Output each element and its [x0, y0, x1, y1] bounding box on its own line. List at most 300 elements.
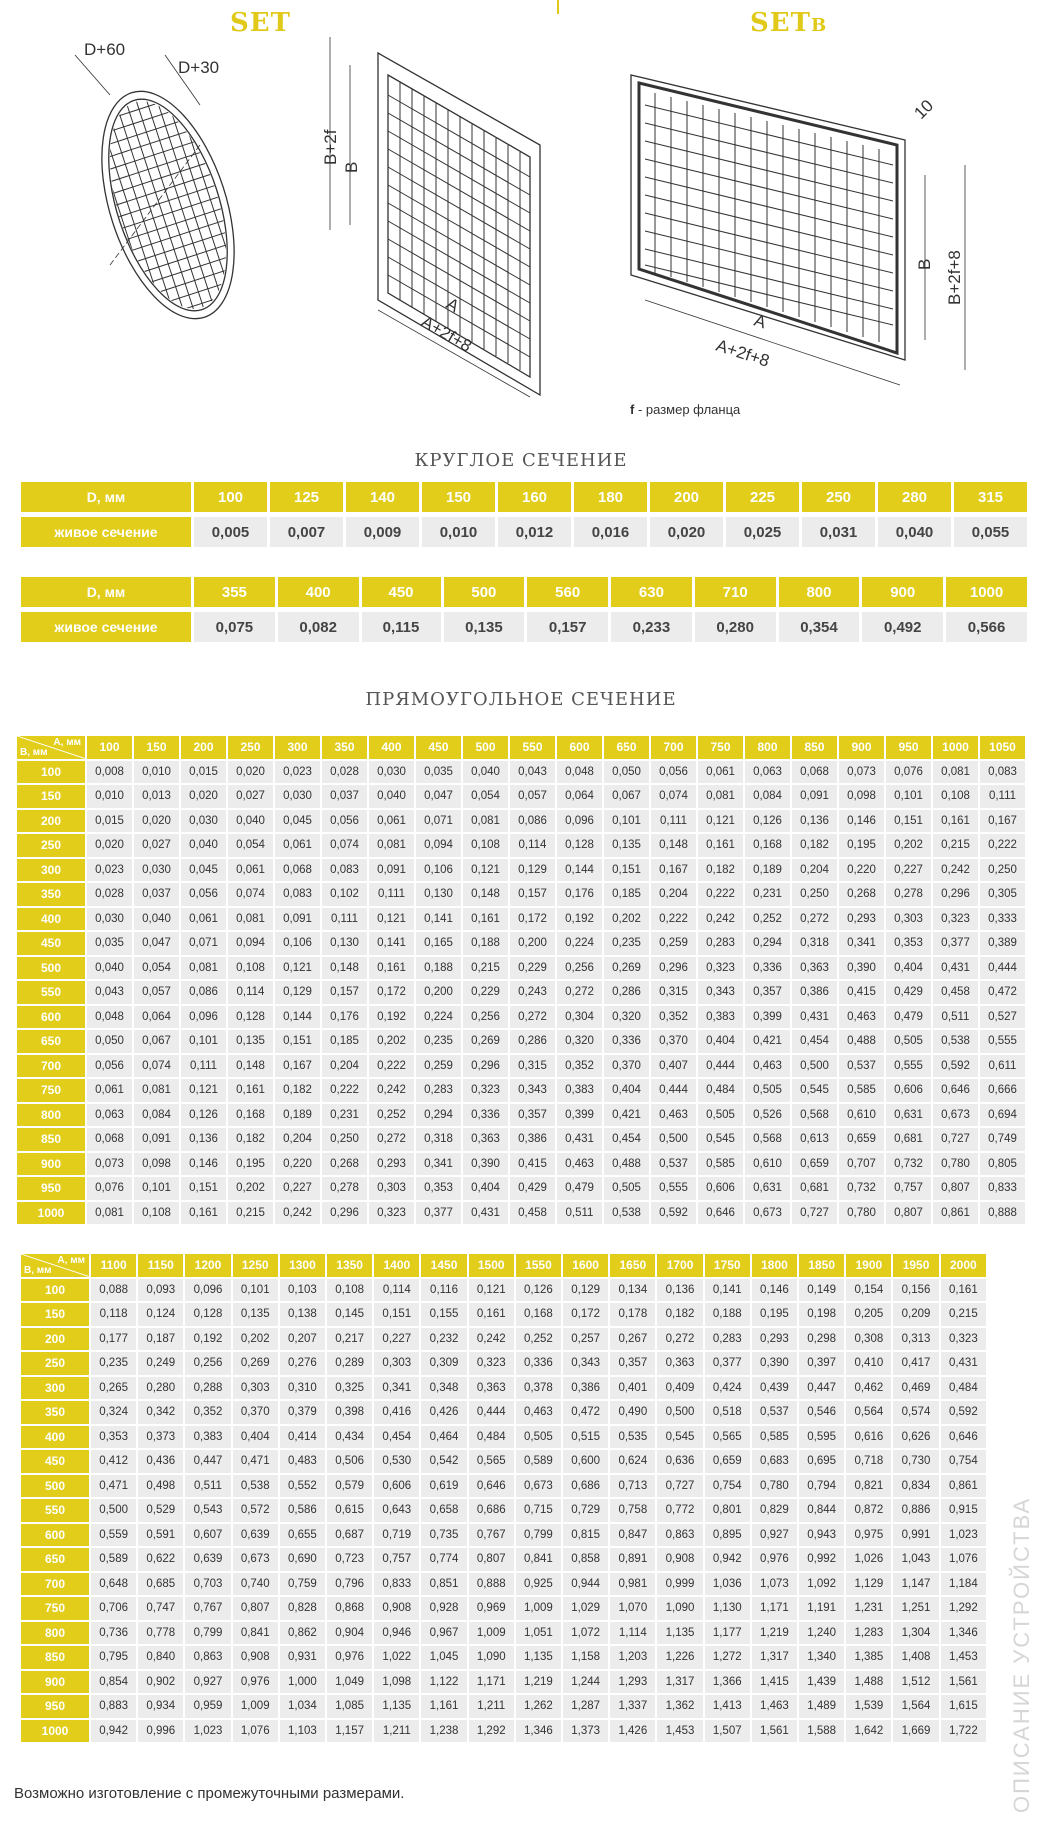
area-cell: 0,161: [933, 810, 978, 833]
area-cell: 0,357: [745, 981, 790, 1004]
row-header-b: 650: [21, 1548, 89, 1571]
area-cell: 0,759: [280, 1573, 325, 1596]
area-cell: 0,202: [886, 834, 931, 857]
area-cell: 0,439: [752, 1377, 797, 1400]
area-cell: 0,946: [374, 1622, 419, 1645]
area-cell: 0,091: [792, 785, 837, 808]
area-cell: 0,844: [799, 1499, 844, 1522]
area-cell: 0,151: [181, 1177, 226, 1200]
area-cell: 0,444: [469, 1401, 514, 1424]
area-cell: 0,043: [87, 981, 132, 1004]
area-cell: 0,336: [604, 1030, 649, 1053]
table-row: [21, 1475, 986, 1498]
column-header-a: 1400: [374, 1254, 419, 1277]
area-cell: 0,269: [463, 1030, 508, 1053]
area-cell: 1,669: [893, 1720, 938, 1743]
area-cell: 1,219: [752, 1622, 797, 1645]
area-cell: 0,681: [886, 1128, 931, 1151]
area-cell: 0,148: [463, 883, 508, 906]
area-cell: 0,619: [421, 1475, 466, 1498]
area-cell: 0,233: [611, 612, 692, 642]
table-row: [17, 932, 1025, 955]
area-cell: 0,840: [138, 1646, 183, 1669]
area-cell: 0,294: [745, 932, 790, 955]
area-cell: 0,416: [374, 1401, 419, 1424]
area-cell: 0,309: [421, 1352, 466, 1375]
table-row: [21, 1401, 986, 1424]
area-cell: 0,506: [327, 1450, 372, 1473]
area-cell: 0,040: [369, 785, 414, 808]
area-cell: 0,009: [346, 517, 419, 547]
area-cell: 0,030: [87, 908, 132, 931]
area-cell: 0,027: [228, 785, 273, 808]
area-cell: 1,346: [941, 1622, 986, 1645]
area-cell: 0,545: [657, 1426, 702, 1449]
table-row: [17, 1079, 1025, 1102]
area-cell: 0,283: [705, 1328, 750, 1351]
area-cell: 1,340: [799, 1646, 844, 1669]
area-cell: 0,283: [698, 932, 743, 955]
area-cell: 0,927: [185, 1671, 230, 1694]
area-cell: 0,484: [698, 1079, 743, 1102]
area-cell: 0,108: [327, 1279, 372, 1302]
area-cell: 0,121: [469, 1279, 514, 1302]
area-cell: 0,242: [933, 859, 978, 882]
column-header-a: 1700: [657, 1254, 702, 1277]
area-cell: 0,256: [463, 1006, 508, 1029]
area-cell: 0,606: [886, 1079, 931, 1102]
area-cell: 0,472: [980, 981, 1025, 1004]
area-cell: 0,135: [604, 834, 649, 857]
area-cell: 0,145: [327, 1303, 372, 1326]
rect-grille-drawing: [310, 25, 555, 405]
column-header-a: 1900: [846, 1254, 891, 1277]
table-row: [17, 761, 1025, 784]
area-cell: 0,925: [516, 1573, 561, 1596]
area-cell: 0,352: [651, 1006, 696, 1029]
area-cell: 0,076: [886, 761, 931, 784]
area-cell: 0,121: [463, 859, 508, 882]
column-header-a: 1350: [327, 1254, 372, 1277]
area-cell: 0,673: [516, 1475, 561, 1498]
area-cell: 0,902: [138, 1671, 183, 1694]
area-cell: 0,102: [322, 883, 367, 906]
column-header-a: 1550: [516, 1254, 561, 1277]
area-cell: 0,624: [610, 1450, 655, 1473]
area-cell: 0,141: [705, 1279, 750, 1302]
area-cell: 0,500: [91, 1499, 136, 1522]
row-header-b: 150: [21, 1303, 89, 1326]
corner-label-a: А, мм: [57, 1255, 85, 1266]
diameter-cell: 355: [194, 577, 275, 607]
area-cell: 1,453: [941, 1646, 986, 1669]
diameter-cell: 160: [498, 482, 571, 512]
table-row: [17, 1055, 1025, 1078]
area-cell: 0,565: [469, 1450, 514, 1473]
area-cell: 0,774: [421, 1548, 466, 1571]
area-cell: 0,529: [138, 1499, 183, 1522]
area-cell: 0,185: [604, 883, 649, 906]
area-cell: 0,115: [362, 612, 441, 642]
row-header-b: 400: [17, 908, 85, 931]
side-watermark-text: ОПИСАНИЕ УСТРОЙСТВА: [1009, 1496, 1034, 1813]
column-header-a: 950: [886, 736, 931, 759]
area-cell: 0,610: [745, 1153, 790, 1176]
area-cell: 0,146: [752, 1279, 797, 1302]
area-cell: 0,289: [327, 1352, 372, 1375]
column-header-a: 2000: [941, 1254, 986, 1277]
area-cell: 0,659: [705, 1450, 750, 1473]
area-cell: 0,386: [792, 981, 837, 1004]
area-cell: 0,397: [799, 1352, 844, 1375]
area-cell: 0,796: [327, 1573, 372, 1596]
area-cell: 0,074: [651, 785, 696, 808]
area-cell: 0,151: [604, 859, 649, 882]
area-cell: 0,114: [374, 1279, 419, 1302]
area-cell: 0,121: [369, 908, 414, 931]
area-cell: 0,215: [941, 1303, 986, 1326]
area-cell: 0,404: [463, 1177, 508, 1200]
area-cell: 0,463: [516, 1401, 561, 1424]
column-header-a: 800: [745, 736, 790, 759]
area-cell: 0,943: [799, 1524, 844, 1547]
area-cell: 0,023: [87, 859, 132, 882]
diameter-cell: 710: [695, 577, 776, 607]
area-cell: 0,715: [516, 1499, 561, 1522]
table-row: [17, 785, 1025, 808]
label-b2f8: B+2f+8: [945, 250, 964, 305]
area-cell: 0,713: [610, 1475, 655, 1498]
area-cell: 0,195: [839, 834, 884, 857]
area-cell: 0,148: [322, 957, 367, 980]
row-header-b: 950: [17, 1177, 85, 1200]
area-cell: 1,293: [610, 1671, 655, 1694]
area-cell: 0,555: [651, 1177, 696, 1200]
area-cell: 0,505: [604, 1177, 649, 1200]
area-cell: 0,096: [185, 1279, 230, 1302]
round-section-title: КРУГЛОЕ СЕЧЕНИЕ: [414, 450, 628, 471]
area-cell: 0,081: [134, 1079, 179, 1102]
area-cell: 0,098: [839, 785, 884, 808]
column-header-a: 700: [651, 736, 696, 759]
row-header-b: 400: [21, 1426, 89, 1449]
row-header-b: 550: [21, 1499, 89, 1522]
area-cell: 0,799: [185, 1622, 230, 1645]
diameter-cell: 250: [802, 482, 875, 512]
area-cell: 1,561: [752, 1720, 797, 1743]
round-table-1: [18, 482, 1030, 547]
area-cell: 0,111: [369, 883, 414, 906]
area-cell: 0,204: [275, 1128, 320, 1151]
area-cell: 0,020: [181, 785, 226, 808]
column-header-a: 1200: [185, 1254, 230, 1277]
area-cell: 0,151: [886, 810, 931, 833]
area-cell: 0,195: [228, 1153, 273, 1176]
area-cell: 0,908: [657, 1548, 702, 1571]
area-cell: 0,280: [138, 1377, 183, 1400]
area-cell: 0,429: [510, 1177, 555, 1200]
area-cell: 0,157: [510, 883, 555, 906]
area-cell: 0,116: [421, 1279, 466, 1302]
area-cell: 0,083: [980, 761, 1025, 784]
area-cell: 1,122: [421, 1671, 466, 1694]
area-cell: 0,318: [416, 1128, 461, 1151]
area-cell: 0,063: [745, 761, 790, 784]
area-cell: 0,566: [946, 612, 1027, 642]
area-cell: 0,454: [604, 1128, 649, 1151]
area-cell: 0,574: [893, 1401, 938, 1424]
area-cell: 0,600: [563, 1450, 608, 1473]
area-cell: 0,172: [369, 981, 414, 1004]
area-cell: 1,211: [374, 1720, 419, 1743]
area-cell: 0,568: [745, 1128, 790, 1151]
area-cell: 0,111: [651, 810, 696, 833]
area-cell: 0,167: [980, 810, 1025, 833]
area-cell: 0,484: [469, 1426, 514, 1449]
area-cell: 0,056: [651, 761, 696, 784]
area-cell: 0,224: [557, 932, 602, 955]
column-header-a: 450: [416, 736, 461, 759]
area-cell: 0,589: [91, 1548, 136, 1571]
area-cell: 0,138: [280, 1303, 325, 1326]
table-row: [21, 1695, 986, 1718]
area-cell: 0,091: [134, 1128, 179, 1151]
area-cell: 0,086: [181, 981, 226, 1004]
area-cell: 0,483: [280, 1450, 325, 1473]
area-cell: 0,135: [444, 612, 525, 642]
area-cell: 0,976: [752, 1548, 797, 1571]
area-cell: 0,527: [980, 1006, 1025, 1029]
row-header-b: 1000: [21, 1720, 89, 1743]
area-cell: 0,008: [87, 761, 132, 784]
table-row: [21, 1303, 986, 1326]
area-cell: 1,262: [516, 1695, 561, 1718]
set-title: SET: [230, 8, 291, 38]
area-cell: 0,048: [87, 1006, 132, 1029]
area-cell: 0,383: [557, 1079, 602, 1102]
area-cell: 1,135: [657, 1622, 702, 1645]
area-cell: 0,141: [416, 908, 461, 931]
area-cell: 1,076: [941, 1548, 986, 1571]
area-cell: 0,074: [228, 883, 273, 906]
corner-label-b: B, мм: [20, 746, 48, 758]
area-cell: 1,219: [516, 1671, 561, 1694]
area-cell: 0,094: [416, 834, 461, 857]
area-cell: 0,202: [228, 1177, 273, 1200]
row-header-b: 100: [17, 761, 85, 784]
table-row: [21, 1377, 986, 1400]
area-cell: 0,500: [657, 1401, 702, 1424]
diameter-cell: 560: [527, 577, 608, 607]
area-cell: 0,757: [374, 1548, 419, 1571]
area-cell: 0,606: [374, 1475, 419, 1498]
area-cell: 0,389: [980, 932, 1025, 955]
area-cell: 1,009: [469, 1622, 514, 1645]
row-header-b: 550: [17, 981, 85, 1004]
area-cell: 0,631: [745, 1177, 790, 1200]
area-cell: 0,176: [322, 1006, 367, 1029]
area-cell: 0,686: [469, 1499, 514, 1522]
area-cell: 0,195: [752, 1303, 797, 1326]
column-header-a: 1100: [91, 1254, 136, 1277]
row-header-b: 300: [17, 859, 85, 882]
area-cell: 0,025: [726, 517, 799, 547]
area-cell: 0,348: [421, 1377, 466, 1400]
diameter-cell: 500: [444, 577, 525, 607]
area-cell: 0,659: [792, 1153, 837, 1176]
area-cell: 0,108: [134, 1202, 179, 1225]
area-cell: 0,447: [799, 1377, 844, 1400]
area-cell: 0,083: [275, 883, 320, 906]
area-cell: 0,303: [886, 908, 931, 931]
area-cell: 0,801: [705, 1499, 750, 1522]
area-cell: 0,128: [557, 834, 602, 857]
area-cell: 0,047: [416, 785, 461, 808]
column-header-a: 1750: [705, 1254, 750, 1277]
area-cell: 0,073: [839, 761, 884, 784]
label-a2f8: A+2f+8: [418, 312, 475, 356]
area-cell: 1,009: [516, 1597, 561, 1620]
area-cell: 0,148: [651, 834, 696, 857]
area-cell: 1,292: [941, 1597, 986, 1620]
area-cell: 0,463: [745, 1055, 790, 1078]
area-cell: 0,780: [839, 1202, 884, 1225]
area-cell: 0,114: [228, 981, 273, 1004]
area-cell: 0,407: [651, 1055, 696, 1078]
area-cell: 1,073: [752, 1573, 797, 1596]
area-cell: 0,545: [698, 1128, 743, 1151]
area-cell: 0,235: [604, 932, 649, 955]
area-cell: 0,064: [557, 785, 602, 808]
area-cell: 0,505: [886, 1030, 931, 1053]
table-row: [17, 1202, 1025, 1225]
area-cell: 0,188: [463, 932, 508, 955]
area-cell: 0,267: [610, 1328, 655, 1351]
area-cell: 0,479: [557, 1177, 602, 1200]
area-cell: 0,505: [516, 1426, 561, 1449]
area-cell: 1,051: [516, 1622, 561, 1645]
area-cell: 0,167: [275, 1055, 320, 1078]
area-cell: 0,101: [886, 785, 931, 808]
area-cell: 0,386: [510, 1128, 555, 1151]
area-cell: 0,030: [134, 859, 179, 882]
area-cell: 0,303: [369, 1177, 414, 1200]
area-cell: 1,092: [799, 1573, 844, 1596]
area-cell: 0,204: [792, 859, 837, 882]
area-cell: 1,722: [941, 1720, 986, 1743]
area-cell: 0,592: [941, 1401, 986, 1424]
area-cell: 0,341: [374, 1377, 419, 1400]
column-header-a: 1150: [138, 1254, 183, 1277]
area-cell: 0,754: [705, 1475, 750, 1498]
area-cell: 0,975: [846, 1524, 891, 1547]
area-cell: 0,377: [416, 1202, 461, 1225]
column-header-a: 1450: [421, 1254, 466, 1277]
area-cell: 0,821: [846, 1475, 891, 1498]
area-cell: 0,996: [138, 1720, 183, 1743]
row-label-d: D, мм: [21, 482, 191, 512]
column-header-a: 550: [510, 736, 555, 759]
area-cell: 0,243: [510, 981, 555, 1004]
area-cell: 0,222: [980, 834, 1025, 857]
area-cell: 0,357: [610, 1352, 655, 1375]
side-watermark: [1009, 1496, 1034, 1832]
area-cell: 0,479: [886, 1006, 931, 1029]
area-cell: 0,694: [980, 1104, 1025, 1127]
area-cell: 0,888: [469, 1573, 514, 1596]
diameter-cell: 140: [346, 482, 419, 512]
area-cell: 0,108: [933, 785, 978, 808]
area-cell: 0,458: [933, 981, 978, 1004]
area-cell: 0,074: [134, 1055, 179, 1078]
column-header-a: 1050: [980, 736, 1025, 759]
area-cell: 0,727: [657, 1475, 702, 1498]
column-header-a: 1850: [799, 1254, 844, 1277]
area-cell: 0,178: [610, 1303, 655, 1326]
area-cell: 0,040: [878, 517, 951, 547]
area-cell: 0,341: [839, 932, 884, 955]
label-d30: D+30: [178, 58, 220, 77]
area-cell: 0,108: [228, 957, 273, 980]
area-cell: 0,061: [275, 834, 320, 857]
area-cell: 0,272: [510, 1006, 555, 1029]
area-cell: 0,778: [138, 1622, 183, 1645]
area-cell: 0,969: [469, 1597, 514, 1620]
rect-table-1: [15, 734, 1027, 1226]
area-cell: 0,189: [275, 1104, 320, 1127]
area-cell: 0,378: [516, 1377, 561, 1400]
area-cell: 1,317: [752, 1646, 797, 1669]
area-cell: 0,703: [185, 1573, 230, 1596]
area-cell: 1,251: [893, 1597, 938, 1620]
area-cell: 0,050: [604, 761, 649, 784]
area-cell: 0,807: [469, 1548, 514, 1571]
area-cell: 0,209: [893, 1303, 938, 1326]
row-header-b: 500: [17, 957, 85, 980]
area-cell: 0,421: [745, 1030, 790, 1053]
area-cell: 0,723: [327, 1548, 372, 1571]
area-cell: 0,315: [510, 1055, 555, 1078]
area-cell: 0,283: [416, 1079, 461, 1102]
area-cell: 0,031: [802, 517, 875, 547]
area-cell: 0,673: [233, 1548, 278, 1571]
area-cell: 1,615: [941, 1695, 986, 1718]
area-cell: 0,552: [280, 1475, 325, 1498]
area-cell: 0,616: [846, 1426, 891, 1449]
area-cell: 0,272: [557, 981, 602, 1004]
area-cell: 0,192: [557, 908, 602, 931]
area-cell: 0,030: [275, 785, 320, 808]
area-cell: 0,061: [369, 810, 414, 833]
table-row: [17, 1030, 1025, 1053]
area-cell: 0,404: [886, 957, 931, 980]
row-header-b: 100: [21, 1279, 89, 1302]
area-cell: 0,050: [87, 1030, 132, 1053]
area-cell: 0,071: [181, 932, 226, 955]
area-cell: 0,249: [138, 1352, 183, 1375]
table-row: [17, 981, 1025, 1004]
area-cell: 0,767: [469, 1524, 514, 1547]
table-row: [17, 834, 1025, 857]
area-cell: 0,992: [799, 1548, 844, 1571]
column-header-a: 1800: [752, 1254, 797, 1277]
area-cell: 0,318: [792, 932, 837, 955]
area-cell: 0,815: [563, 1524, 608, 1547]
flange-key: f: [630, 402, 635, 417]
area-cell: 0,296: [651, 957, 696, 980]
area-cell: 0,643: [374, 1499, 419, 1522]
area-cell: 0,754: [941, 1450, 986, 1473]
